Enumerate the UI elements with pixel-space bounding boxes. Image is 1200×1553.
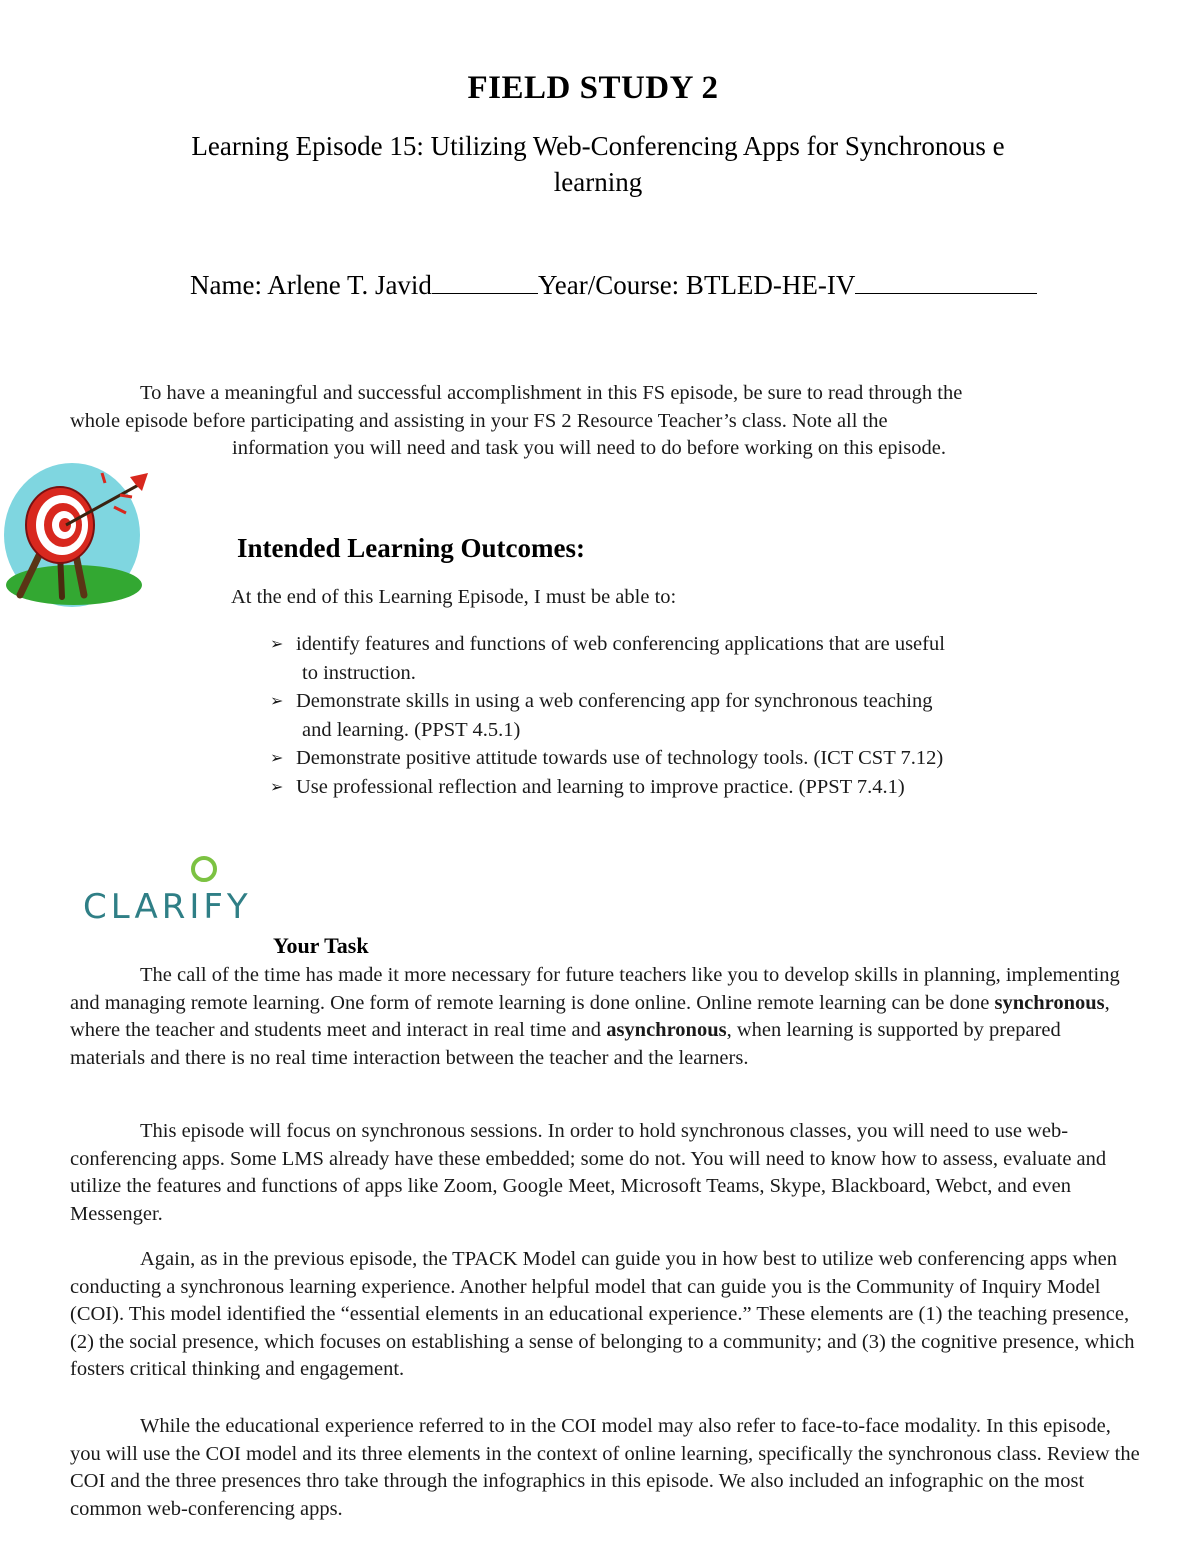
- name-underline: [432, 293, 538, 294]
- task-heading: Your Task: [273, 933, 369, 958]
- outcome-text-cont: to instruction.: [302, 661, 416, 684]
- course-field: Year/Course: BTLED-HE-IV: [537, 270, 856, 300]
- document-title: FIELD STUDY 2: [467, 70, 719, 106]
- arrow-bullet-icon: ➢: [270, 691, 284, 710]
- clarify-logo: [80, 852, 270, 927]
- list-item: [270, 687, 1070, 744]
- outcome-text: Use professional reflection and learning to improve practice. (PPST 7.4.1): [296, 775, 905, 798]
- outcome-text: Demonstrate positive attitude towards use of technology tools. (ICT CST 7.12): [296, 747, 944, 769]
- outcome-text: identify features and functions of web conferencing applications that are useful: [296, 633, 945, 655]
- arrow-bullet-icon: ➢: [270, 634, 284, 653]
- subtitle-line-1: Learning Episode 15: Utilizing Web-Conferencing Apps for Synchronous e: [191, 131, 1005, 161]
- intro-line-3: information you will need and task you will need to do before working on this episode.: [232, 437, 946, 459]
- episode-subtitle: [130, 128, 1066, 200]
- student-info-line: [190, 270, 1037, 301]
- list-item: [270, 744, 1070, 773]
- intro-line-1: To have a meaningful and successful accomplishment in this FS episode, be sure to read through the: [140, 382, 963, 404]
- clarify-logo-text: CLARIFY: [83, 887, 252, 927]
- course-underline: [855, 293, 1037, 294]
- task-paragraph-1: The call of the time has made it more necessary for future teachers like you to develop skills in planning, implementing and managing remote learning. One form of remote learning is done online. Online remote learning can be done synchronous, where the teacher and students meet and interact in real time and asynchronous, when learning is supported by prepared materials and there is no real time interaction between the teacher and the learners.: [70, 964, 1120, 1069]
- outcomes-lead: At the end of this Learning Episode, I must be able to:: [231, 586, 677, 608]
- target-dart-illustration: [2, 455, 152, 610]
- outcomes-list: [270, 630, 1070, 801]
- task-paragraph-3: Again, as in the previous episode, the TPACK Model can guide you in how best to utilize web conferencing apps when conducting a synchronous learning experience. Another helpful model that can guide you is the Community of Inquiry Model (COI). This model identified the “essential elements in an educational experience.” These elements are (1) the teaching presence, (2) the social presence, which focuses on establishing a sense of belonging to a community; and (3) the cognitive presence, which fosters critical thinking and engagement.: [70, 1248, 1135, 1380]
- task-paragraph-2: This episode will focus on synchronous sessions. In order to hold synchronous classes, you will need to use web-conferencing apps. Some LMS already have these embedded; some do not. You will need to know how to assess, evaluate and utilize the features and functions of apps like Zoom, Google Meet, Microsoft Teams, Skype, Blackboard, Webct, and even Messenger.: [70, 1120, 1107, 1225]
- asynchronous-term: asynchronous: [606, 1019, 727, 1041]
- intro-paragraph: [70, 380, 1130, 463]
- name-field: Name: Arlene T. Javid: [190, 270, 432, 300]
- outcomes-heading: Intended Learning Outcomes:: [237, 533, 586, 563]
- intro-line-2: whole episode before participating and assisting in your FS 2 Resource Teacher’s class. Note all the: [70, 409, 888, 432]
- subtitle-line-2: learning: [553, 167, 643, 197]
- list-item: [270, 773, 1070, 802]
- task-paragraph-4: While the educational experience referred to in the COI model may also refer to face-to-face modality. In this episode, you will use the COI model and its three elements in the context of online learning, specifically the synchronous class. Review the COI and the three presences thro take through the infographics in this episode. We also included an infographic on the most common web-conferencing apps.: [70, 1415, 1140, 1520]
- outcome-text: Demonstrate skills in using a web conferencing app for synchronous teaching: [296, 690, 933, 712]
- list-item: [270, 630, 1070, 687]
- arrow-bullet-icon: ➢: [270, 748, 284, 767]
- outcome-text-cont: and learning. (PPST 4.5.1): [302, 718, 521, 741]
- arrow-bullet-icon: ➢: [270, 776, 284, 796]
- synchronous-term: synchronous: [994, 991, 1105, 1014]
